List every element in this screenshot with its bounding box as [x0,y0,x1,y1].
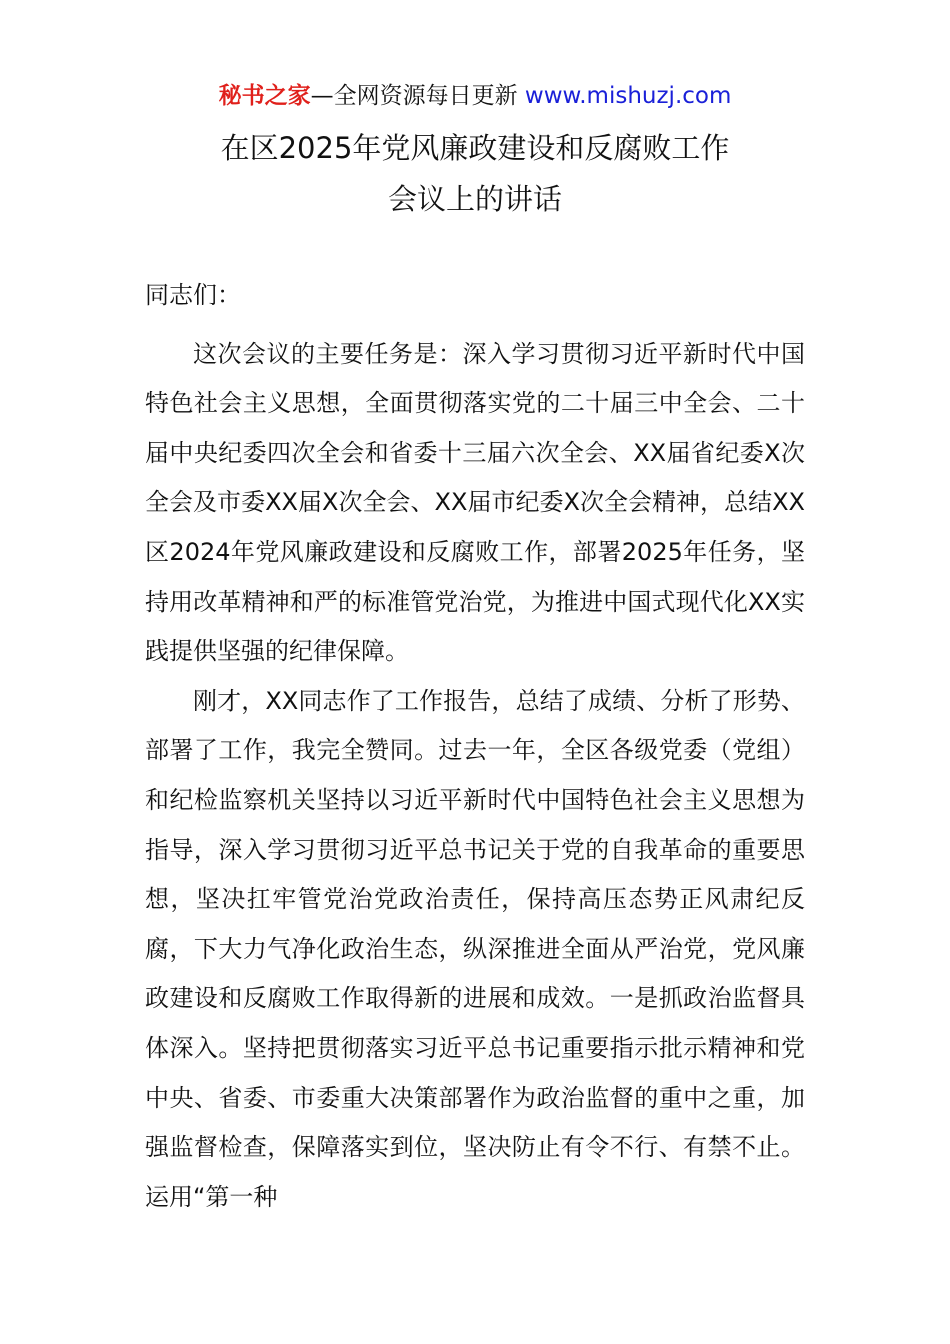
paragraph-2: 刚才，XX同志作了工作报告，总结了成绩、分析了形势、部署了工作，我完全赞同。过去一年，全区各级党委（党组）和纪检监察机关坚持以习近平新时代中国特色社会主义思想为指导，深入学习贯彻习近平总书记关于党的自我革命的重要思想，坚决扛牢管党治党政治责任，保持高压态势正风肃纪反腐，下大力气净化政治生态，纵深推进全面从严治党，党风廉政建设和反腐败工作取得新的进展和成效。一是抓政治监督具体深入。坚持把贯彻落实习近平总书记重要指示批示精神和党中央、省委、市委重大决策部署作为政治监督的重中之重，加强监督检查，保障落实到位，坚决防止有令不行、有禁不止。运用“第一种 [145,686,805,1211]
title-line-2: 会议上的讲话 [387,182,562,216]
document-title [0,128,950,230]
salutation: 同志们： [145,281,241,309]
site-url-link[interactable]: www.mishuzj.com [524,83,732,109]
site-header [0,80,950,112]
document-body [145,271,805,1222]
brand-name: 秘书之家 [218,83,311,109]
paragraph-1: 这次会议的主要任务是：深入学习贯彻习近平新时代中国特色社会主义思想，全面贯彻落实党的二十届三中全会、二十届中央纪委四次全会和省委十三届六次全会、XX届省纪委X次全会及市委XX届X次全会、XX届市纪委X次全会精神，总结XX区2024年党风廉政建设和反腐败工作，部署2025年任务，坚持用改革精神和严的标准管党治党，为推进中国式现代化XX实践提供坚强的纪律保障。 [145,339,805,666]
title-line-1: 在区2025年党风廉政建设和反腐败工作 [220,131,730,165]
header-slogan: —全网资源每日更新 [310,83,518,109]
